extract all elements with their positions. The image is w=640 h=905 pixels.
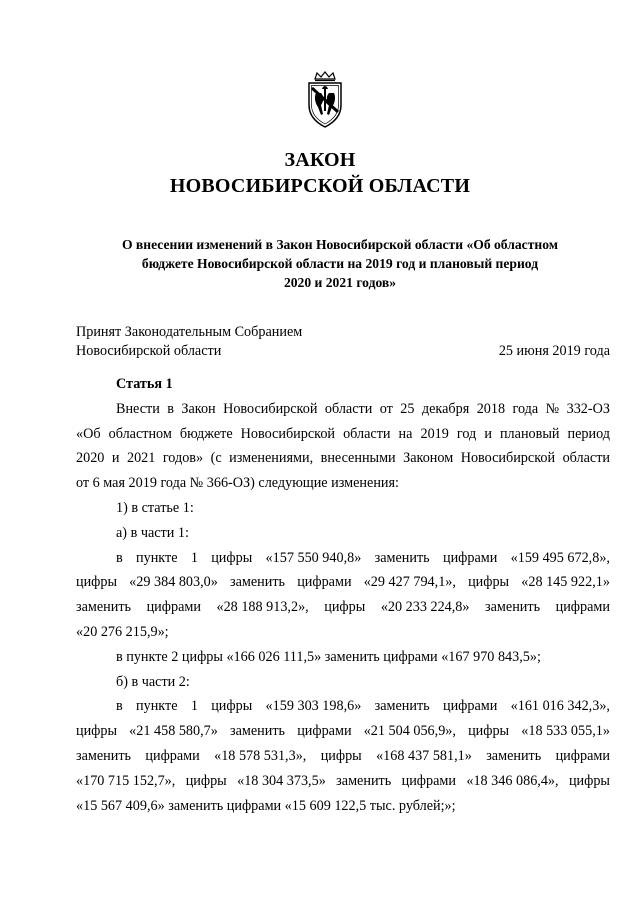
word: «170 715 152,7», <box>76 772 176 789</box>
list-item: а) в части 1: <box>116 524 189 541</box>
word: «29 427 794,1», <box>363 574 456 591</box>
list-item: 1) в статье 1: <box>116 499 194 516</box>
word: «18 533 055,1» <box>521 723 610 740</box>
word: Закон <box>181 400 216 417</box>
document-body <box>76 372 610 818</box>
word: 2019 <box>420 425 449 442</box>
law-subject <box>70 235 610 292</box>
paragraph-line <box>76 769 610 794</box>
paragraph-line: «15 567 409,6» заменить цифрами «15 609 122,5 тыс. рублей;»; <box>76 797 456 814</box>
coat-of-arms-icon <box>303 71 347 129</box>
word: «21 458 580,7» <box>129 723 218 740</box>
list-item: б) в части 2: <box>116 673 190 690</box>
word: «28 188 913,2», <box>216 599 309 616</box>
word: 25 <box>400 400 415 417</box>
word: в <box>116 549 123 566</box>
word: области <box>562 450 610 467</box>
word: 2020 <box>76 450 105 467</box>
paragraph-line <box>76 719 610 744</box>
word: Новосибирской <box>460 450 556 467</box>
word: период <box>567 425 610 442</box>
paragraph-line: в пункте 2 цифры «166 026 111,5» заменить цифрами «167 970 843,5»; <box>116 648 541 665</box>
word: цифры <box>468 723 510 740</box>
word: цифрами <box>297 723 352 740</box>
document-title: ЗАКОН <box>284 149 356 171</box>
law-subject-line: О внесении изменений в Закон Новосибирской области «Об областном <box>121 237 559 252</box>
adoption-date: 25 июня 2019 года <box>498 343 610 359</box>
word: годов» <box>162 450 204 467</box>
paragraph-line: от 6 мая 2019 года № 366-ОЗ) следующие изменения: <box>76 475 399 492</box>
word: цифрами <box>555 747 610 764</box>
word: плановый <box>499 425 560 442</box>
word: Новосибирской <box>223 400 318 417</box>
word: и <box>484 425 492 442</box>
word: заменить <box>486 747 542 764</box>
word: бюджете <box>179 425 233 442</box>
paragraph-line <box>76 694 610 719</box>
paragraph-line <box>76 422 610 447</box>
word: «18 578 531,3», <box>214 747 307 764</box>
word: «157 550 940,8» <box>265 549 362 566</box>
word: цифрами <box>146 599 201 616</box>
word: цифрами <box>145 747 200 764</box>
word: заменить <box>336 772 392 789</box>
word: заменить <box>374 698 430 715</box>
law-subject-line: 2020 и 2021 годов» <box>283 275 397 290</box>
word: от <box>379 400 393 417</box>
word: в <box>116 698 123 715</box>
word: пункте <box>136 549 178 566</box>
word: цифрами <box>555 599 610 616</box>
word: «Об <box>76 425 101 442</box>
word: области <box>343 425 391 442</box>
paragraph-line <box>76 595 610 620</box>
word: цифрами <box>442 549 498 566</box>
word: цифры <box>211 549 253 566</box>
article-heading: Статья 1 <box>116 376 173 392</box>
word: цифры <box>324 599 366 616</box>
adoption-block <box>76 323 610 361</box>
word: цифрами <box>442 698 498 715</box>
word: «29 384 803,0» <box>129 574 218 591</box>
word: цифры <box>185 772 227 789</box>
word: заменить <box>374 549 430 566</box>
paragraph-line <box>76 744 610 769</box>
word: 2018 <box>476 400 506 417</box>
word: «28 145 922,1» <box>521 574 610 591</box>
word: цифры <box>468 574 510 591</box>
word: пункте <box>136 698 178 715</box>
adopted-by: Принят Законодательным Собранием <box>76 324 303 340</box>
law-subject-line: бюджете Новосибирской области на 2019 год и плановый период <box>141 256 539 271</box>
word: «168 437 581,1» <box>376 747 472 764</box>
word: «161 016 342,3», <box>510 698 610 715</box>
word: заменить <box>485 599 541 616</box>
word: «20 233 224,8» <box>380 599 470 616</box>
word: на <box>398 425 413 442</box>
word: 1 <box>190 549 198 566</box>
word: цифры <box>76 723 118 740</box>
word: «18 304 373,5» <box>237 772 326 789</box>
word: изменениями, <box>229 450 314 467</box>
word: цифры <box>320 747 362 764</box>
word: № <box>545 400 560 417</box>
word: 2021 <box>126 450 156 467</box>
word: цифры <box>76 574 118 591</box>
word: и <box>111 450 120 467</box>
word: «159 495 672,8», <box>510 549 610 566</box>
adopted-by-region: Новосибирской области <box>76 343 222 359</box>
word: 332-ОЗ <box>566 400 610 417</box>
word: цифры <box>568 772 610 789</box>
paragraph-line <box>76 546 610 571</box>
word: заменить <box>230 574 286 591</box>
word: год <box>456 425 477 442</box>
word: Законом <box>403 450 454 467</box>
paragraph-line <box>76 397 610 422</box>
word: цифрами <box>401 772 456 789</box>
word: цифры <box>211 698 253 715</box>
word: областном <box>108 425 172 442</box>
word: Внести <box>116 400 160 417</box>
paragraph-line <box>76 446 610 471</box>
paragraph-line: «20 276 215,9»; <box>76 623 169 640</box>
word: «18 346 086,4», <box>466 772 559 789</box>
paragraph-line <box>76 570 610 595</box>
word: года <box>512 400 539 417</box>
word: области <box>324 400 373 417</box>
word: декабря <box>421 400 470 417</box>
word: цифрами <box>297 574 352 591</box>
word: 1 <box>190 698 198 715</box>
word: «159 303 198,6» <box>265 698 362 715</box>
word: заменить <box>76 747 132 764</box>
word: (с <box>210 450 222 467</box>
document-title-region: НОВОСИБИРСКОЙ ОБЛАСТИ <box>169 175 471 197</box>
word: заменить <box>76 599 132 616</box>
word: внесенными <box>320 450 396 467</box>
word: Новосибирской <box>240 425 336 442</box>
word: заменить <box>230 723 286 740</box>
word: «21 504 056,9», <box>363 723 456 740</box>
word: в <box>167 400 174 417</box>
